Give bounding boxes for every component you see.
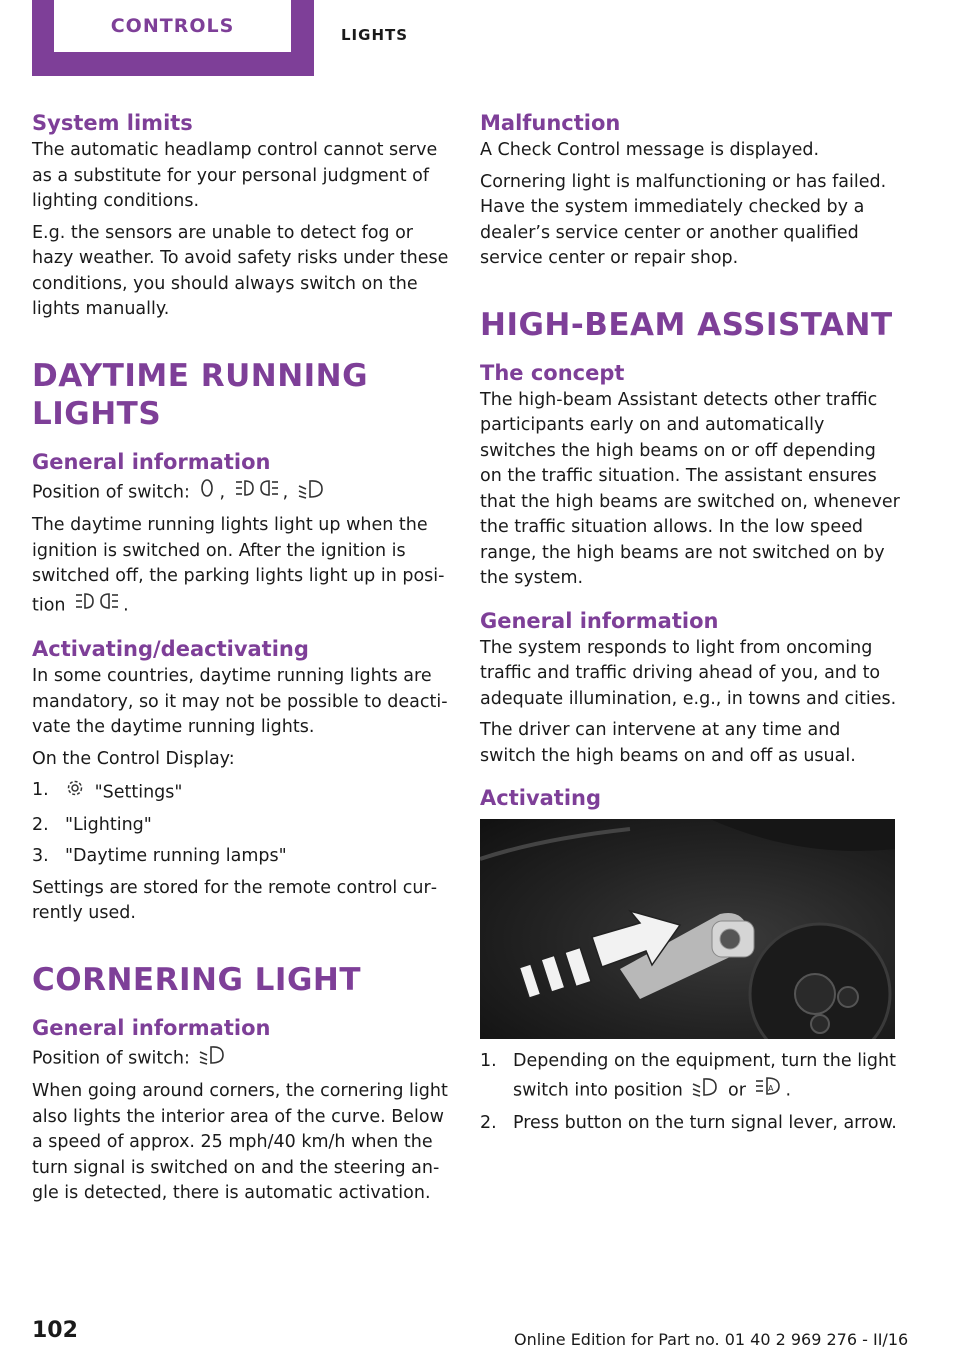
settings-stored-text: Settings are stored for the remote control cur‐ rently used. [32,877,438,923]
drl-general-info-heading: General information [32,449,271,474]
cornering-heading: CORNERING LIGHT [32,961,362,998]
cornering-position-prefix: Position of switch: [32,1047,190,1068]
right-column [480,108,900,1143]
drl-heading: DAYTIME RUNNING LIGHTS [32,357,369,432]
step-text: "Lighting" [65,814,152,835]
svg-text:A: A [768,1083,774,1093]
drl-activating-text: In some countries, daytime running lights are mandatory, so it may not be possible to deacti‐ vate the daytime running lights. [32,666,448,737]
sep-1: , [219,481,226,502]
step-end: . [785,1079,792,1100]
header-tab-lights[interactable]: LIGHTS [341,26,409,44]
hba-concept-text: The high-beam Assistant detects other traffic participants early on and automatically switches the high beams on or off depending on the traffic situation. The assistant ensures that the high beams are switched on, whenever the traffic situation allows. In the low speed range, the high beams are not switched on by the system. [480,389,900,588]
header-tab-controls[interactable] [32,0,314,76]
cornering-switch-position [32,1043,452,1074]
list-item [480,1111,900,1137]
control-display-text: On the Control Display: [32,748,235,769]
low-beam-icon [199,1043,225,1074]
sep-2: , [282,481,289,502]
parking-lights-icon [75,590,119,621]
parking-lights-icon [235,477,279,508]
list-item [32,778,452,807]
hba-general-info-text-2: The driver can intervene at any time and switch the high beams on and off as usual. [480,720,856,766]
step-number: 1. [480,1051,497,1071]
hba-activating-heading: Activating [480,786,602,810]
hba-heading: HIGH-BEAM ASSISTANT [480,306,893,343]
step-text: "Daytime running lamps" [65,846,287,866]
step-text: Depending on the equipment, turn the light switch into position [513,1051,896,1100]
automatic-headlights-icon [755,1075,781,1106]
page-number: 102 [32,1318,78,1343]
step-number: 3. [32,846,49,866]
drl-steps-list [32,778,452,870]
list-item [32,813,452,839]
turn-signal-lever-photo [480,819,895,1039]
step-number: 1. [32,780,49,800]
malfunction-heading: Malfunction [480,111,621,135]
off-position-icon [199,477,215,508]
cornering-text: When going around corners, the cornering light also lights the interior area of the curve. Below a speed of approx. 25 mph/40 km/h when the turn signal is switched on and the steering an‐ gle is detected, there is automatic activation. [32,1081,448,1203]
malfunction-text-1: A Check Control message is displayed. [480,140,820,160]
low-beam-icon [298,477,324,508]
drl-switch-position [32,477,452,508]
cornering-general-info-heading: General information [32,1015,271,1040]
drl-position-prefix: Position of switch: [32,481,190,502]
header-tab-controls-label: CONTROLS [54,0,291,52]
hba-general-info-heading: General information [480,608,719,633]
drl-text-1-end: . [123,594,129,615]
step-text: Press button on the turn signal lever, arrow. [513,1113,897,1133]
step-text: "Settings" [94,782,183,803]
hba-general-info-text-1: The system responds to light from oncoming traffic and traffic driving ahead of you, and to adequate illumination, e.g., in towns and cities. [480,637,897,709]
drl-text-1 [32,513,452,620]
low-beam-icon [692,1075,718,1106]
system-limits-text-1: The automatic headlamp control cannot serve as a substitute for your personal judgment of lighting conditions. [32,140,438,211]
system-limits-text-2: E.g. the sensors are unable to detect fog or hazy weather. To avoid safety risks under these conditions, you should always switch on the lights manually. [32,222,449,319]
malfunction-text-2: Cornering light is malfunctioning or has failed. Have the system immediately checked by a dealer’s service center or another qualified service center or repair shop. [480,171,887,268]
drl-text-1-body: The daytime running lights light up when the ignition is switched on. After the ignition is switched off, the parking lights light up in posi‐ tion [32,515,445,615]
step-or: or [728,1079,746,1100]
step-number: 2. [480,1113,497,1133]
step-number: 2. [32,814,49,835]
edition-text: Online Edition for Part no. 01 40 2 969 276 - II/16 [514,1330,909,1349]
left-column [32,108,452,1213]
gear-icon [65,778,85,807]
list-item [32,844,452,870]
list-item [480,1049,900,1105]
drl-activating-heading: Activating/deactivating [32,637,309,661]
hba-concept-heading: The concept [480,360,625,385]
hba-steps-list [480,1049,900,1137]
system-limits-heading: System limits [32,111,193,135]
